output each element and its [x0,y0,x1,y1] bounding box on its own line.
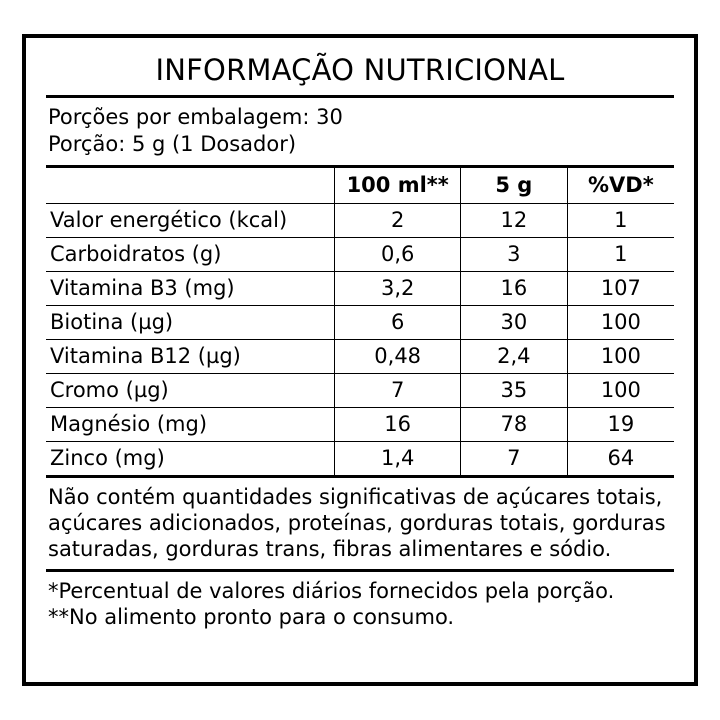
page-title: INFORMAÇÃO NUTRICIONAL [155,53,565,87]
footnote-vd: *Percentual de valores diários fornecidos pela porção. [48,578,615,603]
row-label: Vitamina B12 (µg) [46,339,335,373]
portions-per-package: Porções por embalagem: 30 [48,105,343,130]
row-value-portion: 12 [460,203,567,237]
row-label: Cromo (µg) [46,373,335,407]
row-value-portion: 16 [460,271,567,305]
nutrition-facts-panel [22,34,698,686]
row-value-portion: 7 [460,441,567,475]
column-header-portion: 5 g [460,168,567,204]
row-value-portion: 78 [460,407,567,441]
insignificant-amounts-note: Não contém quantidades significativas de açúcares totais, açúcares adicionados, proteínas, gorduras totais, gorduras saturadas, gorduras trans, fibras alimentares e sódio. [48,484,666,561]
row-value-portion: 2,4 [460,339,567,373]
row-value-portion: 30 [460,305,567,339]
portion-size: Porção: 5 g (1 Dosador) [48,132,297,156]
row-value-100ml: 16 [335,407,461,441]
table-row [46,407,674,441]
row-label: Zinco (mg) [46,441,335,475]
table-row [46,305,674,339]
row-value-vd: 19 [607,411,635,436]
table-header-row [46,168,674,204]
row-label: Magnésio (mg) [46,407,335,441]
row-label: Valor energético (kcal) [46,203,335,237]
footnote-ready-food: **No alimento pronto para o consumo. [48,604,455,629]
table-row [46,373,674,407]
row-value-100ml: 3,2 [335,271,461,305]
table-row [46,271,674,305]
row-value-vd: 100 [600,309,641,334]
row-label: Biotina (µg) [46,305,335,339]
row-value-vd: 100 [600,343,641,368]
footnotes [46,572,674,630]
row-value-100ml: 6 [335,305,461,339]
row-value-vd: 1 [614,207,628,232]
row-value-vd: 64 [607,445,635,470]
row-label: Carboidratos (g) [46,237,335,271]
portion-info [46,98,674,164]
nutrition-facts-inner [46,50,674,672]
row-value-100ml: 2 [335,203,461,237]
table-body [46,203,674,475]
row-value-vd: 100 [600,377,641,402]
table-row [46,203,674,237]
row-value-vd: 107 [600,275,641,300]
column-header-nutrient [46,168,335,204]
row-value-100ml: 0,6 [335,237,461,271]
row-value-portion: 3 [460,237,567,271]
table-header [46,168,674,204]
column-header-vd: %VD* [588,172,654,197]
row-value-vd: 1 [614,241,628,266]
table-row [46,339,674,373]
nutrition-table [46,168,674,475]
row-value-100ml: 0,48 [335,339,461,373]
row-value-100ml: 1,4 [335,441,461,475]
table-row [46,441,674,475]
table-row [46,237,674,271]
row-label: Vitamina B3 (mg) [46,271,335,305]
column-header-100ml: 100 ml** [335,168,461,204]
row-value-portion: 35 [460,373,567,407]
row-value-100ml: 7 [335,373,461,407]
